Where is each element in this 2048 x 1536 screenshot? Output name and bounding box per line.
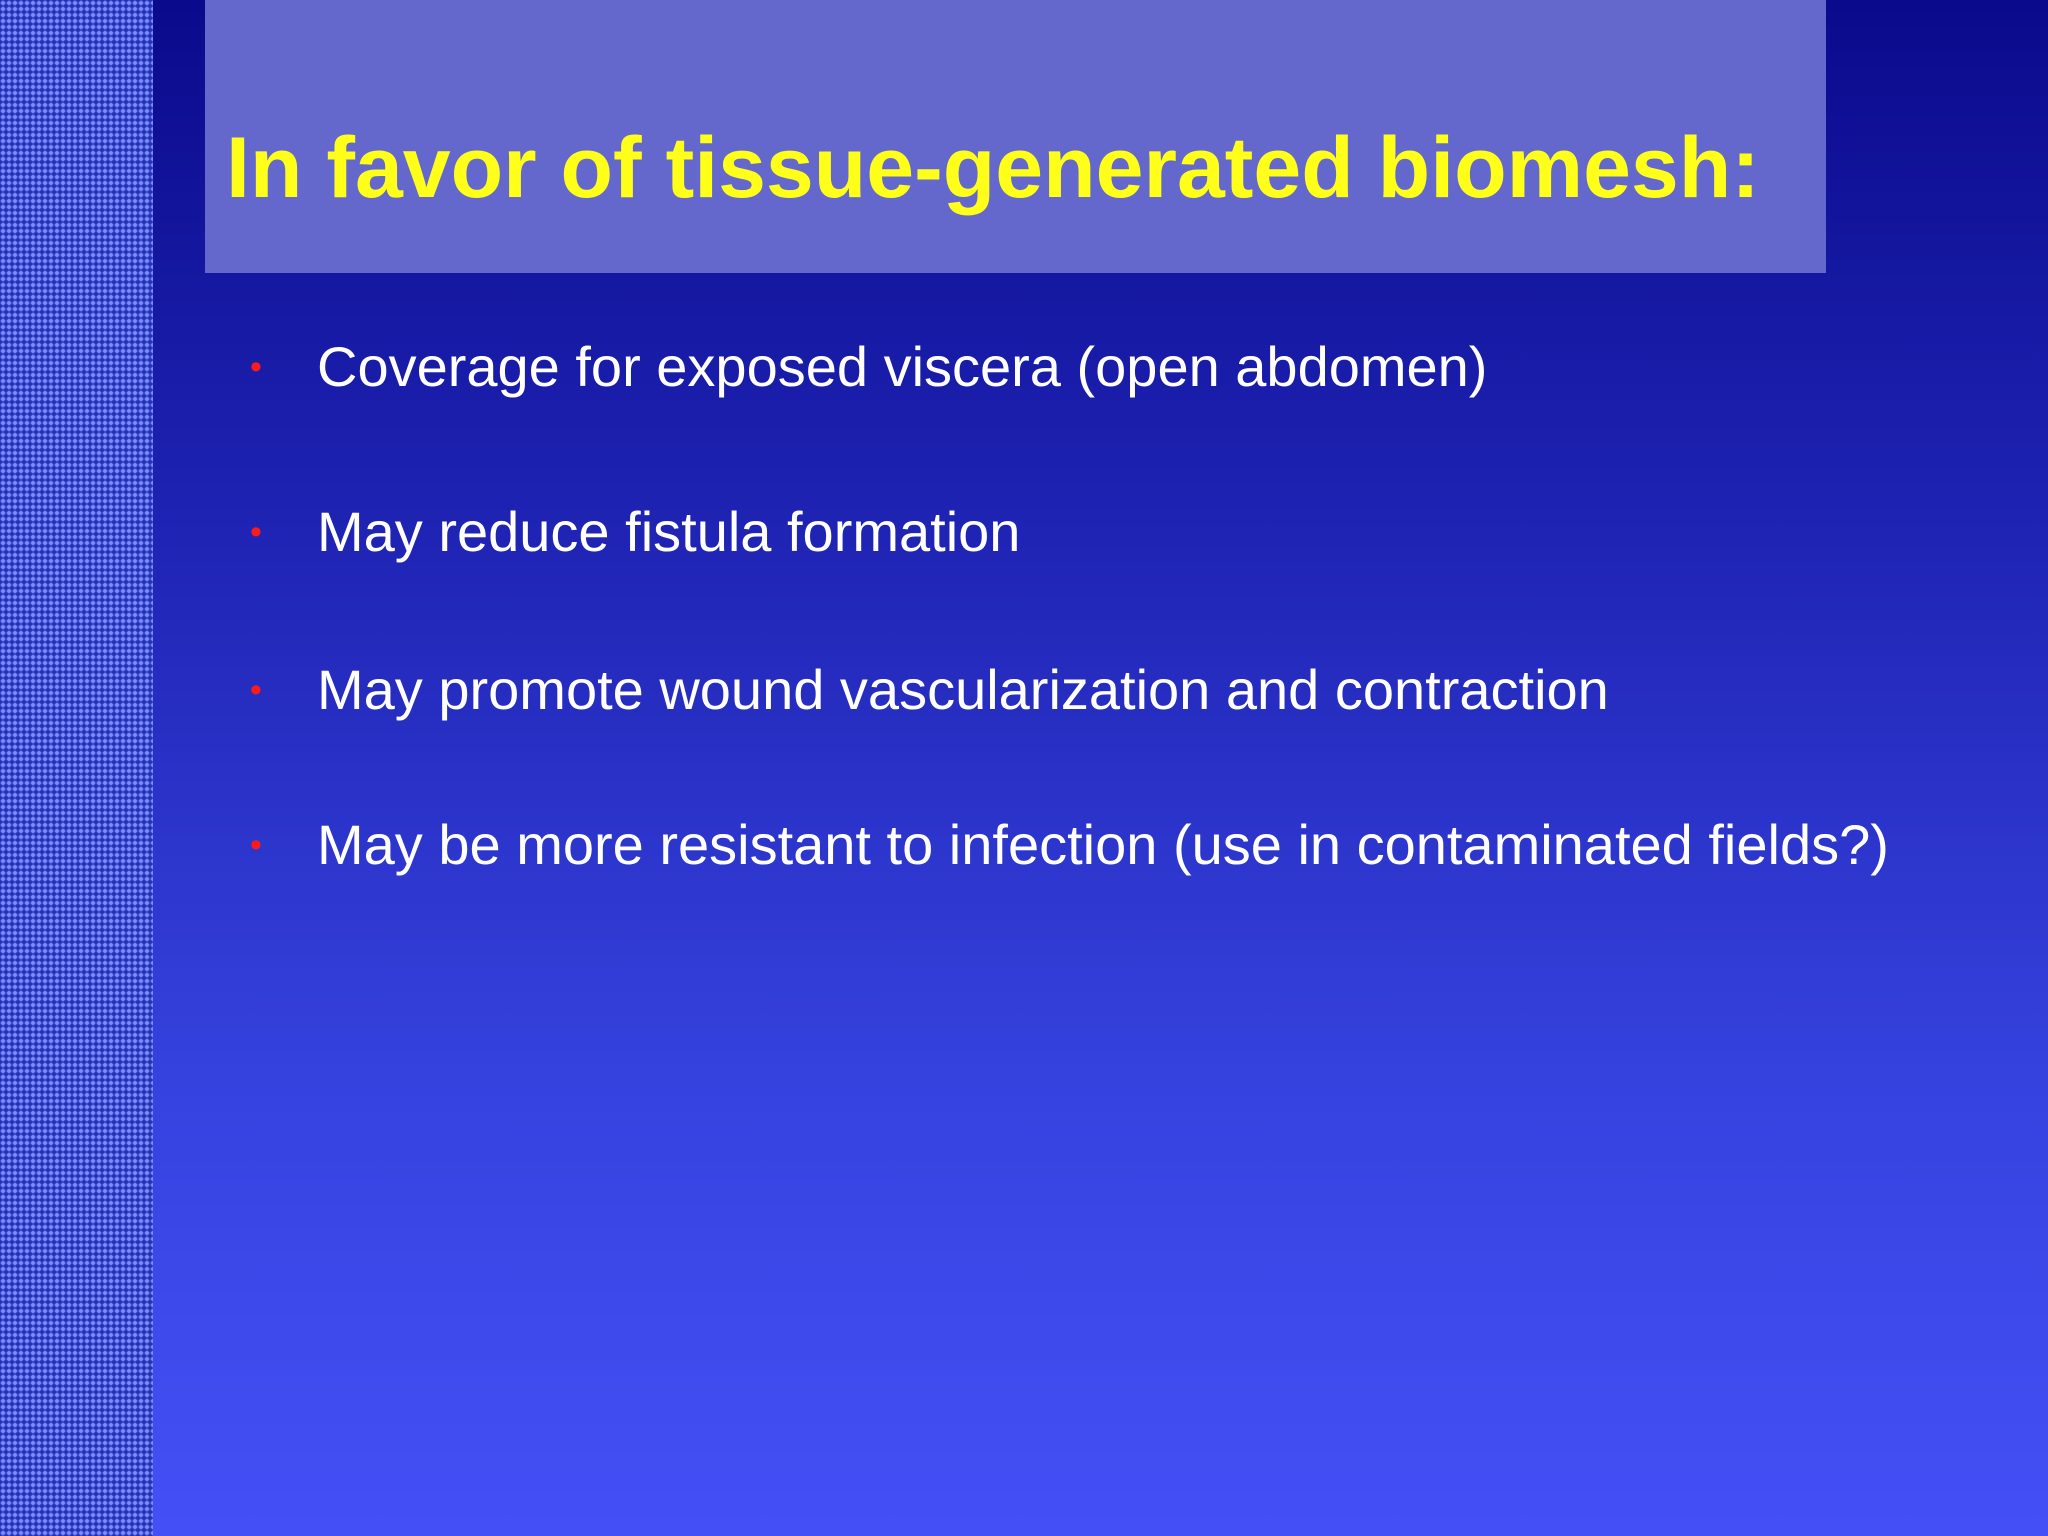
bullet-text: May be more resistant to infection (use in contaminated fields?) — [317, 813, 1889, 876]
bullet-marker: • — [250, 513, 262, 551]
bullet-text: Coverage for exposed viscera (open abdomen) — [317, 335, 1488, 398]
bullet-marker: • — [250, 826, 262, 864]
bullet-text: May reduce fistula formation — [317, 500, 1021, 563]
slide-title: In favor of tissue-generated biomesh: — [226, 120, 1760, 216]
bullet-text: May promote wound vascularization and contraction — [317, 658, 1609, 721]
bullet-marker: • — [250, 348, 262, 386]
decorative-side-strip — [0, 0, 153, 1536]
bullet-marker: • — [250, 671, 262, 709]
